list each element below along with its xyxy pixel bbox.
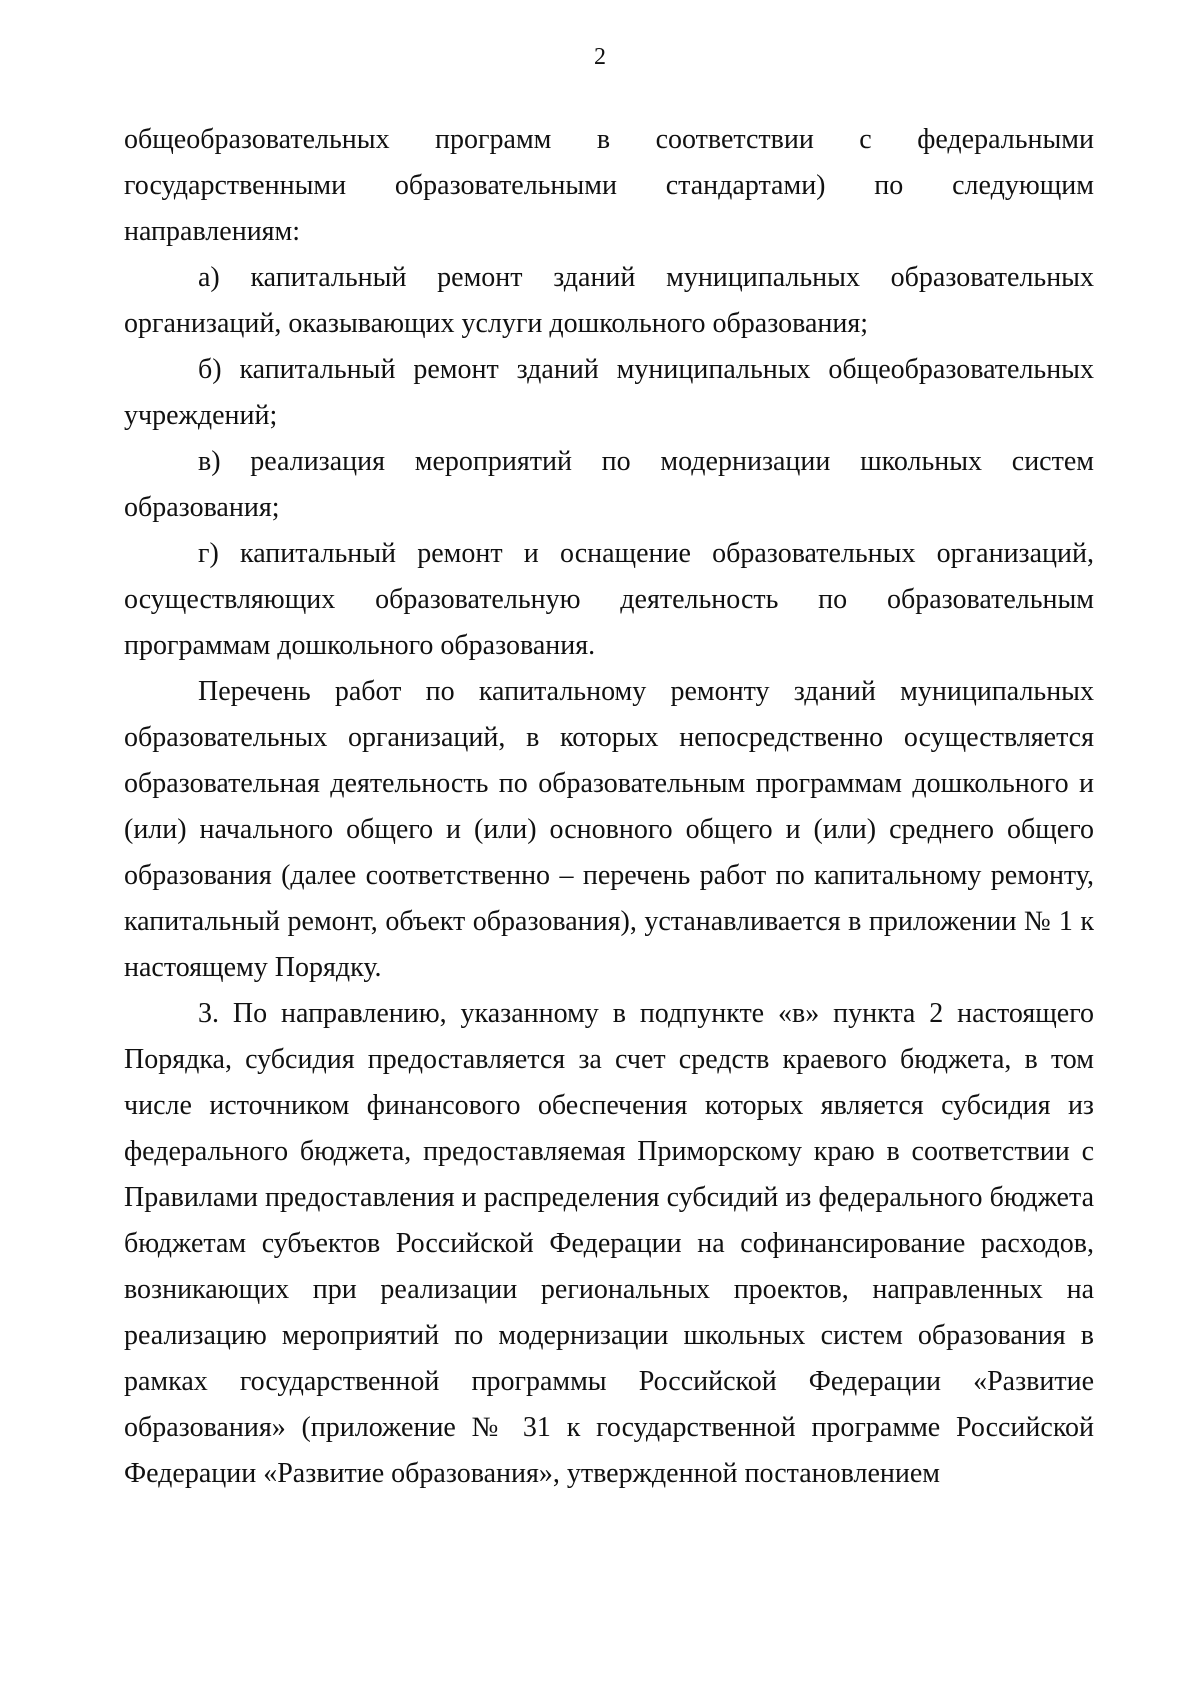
paragraph-repair-list: Перечень работ по капитальному ремонту зданий муниципальных образовательных организаций, в которых непосредственно осуществляется образовательная деятельность по образовательным программам дошкольного и (или) начального общего и (или) основного общего и (или) среднего общего образования (далее соответственно – перечень работ по капитальному ремонту, капитальный ремонт, объект образования), устанавливается в приложении № 1 к настоящему Порядку. — [124, 676, 1094, 983]
paragraph-section-3: 3. По направлению, указанному в подпункте «в» пункта 2 настоящего Порядка, субсидия предоставляется за счет средств краевого бюджета, в том числе источником финансового обеспечения которых является субсидия из федерального бюджета, предоставляемая Приморскому краю в соответствии с Правилами предоставления и распределения субсидий из федерального бюджета бюджетам субъектов Российской Федерации на софинансирование расходов, возникающих при реализации региональных проектов, направленных на реализацию мероприятий по модернизации школьных систем образования в рамках государственной программы Российской Федерации «Развитие образования» (приложение № 31 к государственной программе Российской Федерации «Развитие образования», утвержденной постановлением — [124, 998, 1094, 1489]
page-number: 2 — [594, 44, 606, 70]
paragraph-item-v: в) реализация мероприятий по модернизации школьных систем образования; — [124, 446, 1094, 523]
paragraph-item-g: г) капитальный ремонт и оснащение образовательных организаций, осуществляющих образовательную деятельность по образовательным программам дошкольного образования. — [124, 538, 1094, 661]
paragraph-item-a: а) капитальный ремонт зданий муниципальных образовательных организаций, оказывающих услуги дошкольного образования; — [124, 262, 1094, 339]
paragraph-item-b: б) капитальный ремонт зданий муниципальных общеобразовательных учреждений; — [124, 354, 1094, 431]
document-body — [124, 117, 1094, 1497]
paragraph-intro: общеобразовательных программ в соответствии с федеральными государственными образовательными стандартами) по следующим направлениям: — [124, 124, 1094, 247]
